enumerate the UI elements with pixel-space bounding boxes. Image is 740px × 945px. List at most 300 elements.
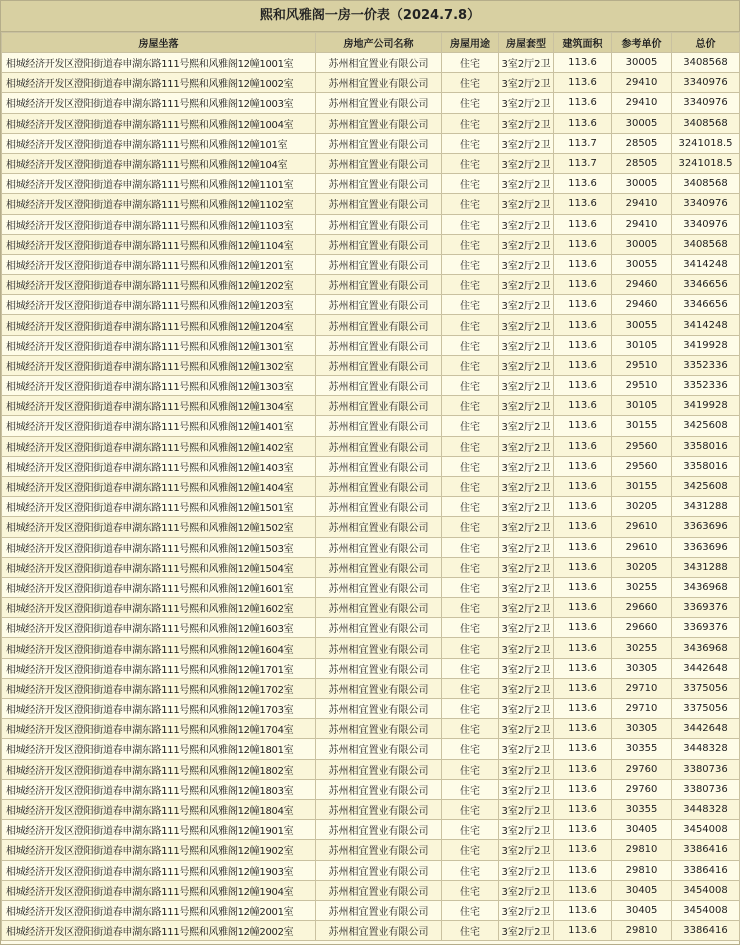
cell-usage: 住宅 xyxy=(442,476,499,496)
table-row xyxy=(2,618,740,638)
cell-unit-price: 29710 xyxy=(612,678,672,698)
cell-location: 相城经济开发区澄阳街道春申湖东路111号熙和风雅阁12幢1502室 xyxy=(2,517,316,537)
cell-unit-price: 30305 xyxy=(612,719,672,739)
cell-total-price: 3419928 xyxy=(672,396,740,416)
cell-area: 113.6 xyxy=(554,456,612,476)
cell-location: 相城经济开发区澄阳街道春申湖东路111号熙和风雅阁12幢1603室 xyxy=(2,618,316,638)
cell-company: 苏州相宜置业有限公司 xyxy=(316,113,442,133)
cell-total-price: 3448328 xyxy=(672,799,740,819)
cell-total-price: 3436968 xyxy=(672,638,740,658)
cell-layout: 3室2厅2卫 xyxy=(499,275,554,295)
cell-area: 113.6 xyxy=(554,860,612,880)
table-row xyxy=(2,416,740,436)
cell-company: 苏州相宜置业有限公司 xyxy=(316,739,442,759)
cell-location: 相城经济开发区澄阳街道春申湖东路111号熙和风雅阁12幢101室 xyxy=(2,133,316,153)
cell-company: 苏州相宜置业有限公司 xyxy=(316,416,442,436)
cell-unit-price: 29460 xyxy=(612,275,672,295)
cell-total-price: 3442648 xyxy=(672,719,740,739)
table-row xyxy=(2,739,740,759)
cell-total-price: 3375056 xyxy=(672,678,740,698)
cell-total-price: 3436968 xyxy=(672,577,740,597)
table-row xyxy=(2,900,740,920)
cell-location: 相城经济开发区澄阳街道春申湖东路111号熙和风雅阁12幢1602室 xyxy=(2,598,316,618)
cell-location: 相城经济开发区澄阳街道春申湖东路111号熙和风雅阁12幢1901室 xyxy=(2,820,316,840)
cell-layout: 3室2厅2卫 xyxy=(499,133,554,153)
cell-usage: 住宅 xyxy=(442,113,499,133)
table-row xyxy=(2,537,740,557)
cell-unit-price: 30105 xyxy=(612,335,672,355)
cell-unit-price: 30405 xyxy=(612,900,672,920)
cell-total-price: 3454008 xyxy=(672,900,740,920)
cell-area: 113.6 xyxy=(554,194,612,214)
cell-usage: 住宅 xyxy=(442,194,499,214)
cell-total-price: 3346656 xyxy=(672,295,740,315)
cell-company: 苏州相宜置业有限公司 xyxy=(316,678,442,698)
cell-total-price: 3358016 xyxy=(672,456,740,476)
cell-unit-price: 29560 xyxy=(612,436,672,456)
cell-area: 113.6 xyxy=(554,638,612,658)
cell-area: 113.6 xyxy=(554,113,612,133)
cell-company: 苏州相宜置业有限公司 xyxy=(316,214,442,234)
cell-unit-price: 29610 xyxy=(612,517,672,537)
table-row xyxy=(2,456,740,476)
cell-location: 相城经济开发区澄阳街道春申湖东路111号熙和风雅阁12幢1202室 xyxy=(2,275,316,295)
table-row xyxy=(2,840,740,860)
cell-company: 苏州相宜置业有限公司 xyxy=(316,194,442,214)
cell-layout: 3室2厅2卫 xyxy=(499,658,554,678)
table-header-row xyxy=(2,33,740,53)
cell-usage: 住宅 xyxy=(442,133,499,153)
cell-total-price: 3346656 xyxy=(672,275,740,295)
cell-usage: 住宅 xyxy=(442,436,499,456)
table-row xyxy=(2,699,740,719)
cell-usage: 住宅 xyxy=(442,537,499,557)
cell-layout: 3室2厅2卫 xyxy=(499,577,554,597)
cell-company: 苏州相宜置业有限公司 xyxy=(316,174,442,194)
cell-usage: 住宅 xyxy=(442,456,499,476)
table-row xyxy=(2,194,740,214)
cell-company: 苏州相宜置业有限公司 xyxy=(316,53,442,73)
cell-unit-price: 30155 xyxy=(612,416,672,436)
cell-company: 苏州相宜置业有限公司 xyxy=(316,658,442,678)
cell-layout: 3室2厅2卫 xyxy=(499,739,554,759)
cell-area: 113.6 xyxy=(554,900,612,920)
cell-total-price: 3358016 xyxy=(672,436,740,456)
cell-area: 113.6 xyxy=(554,517,612,537)
cell-unit-price: 28505 xyxy=(612,133,672,153)
cell-location: 相城经济开发区澄阳街道春申湖东路111号熙和风雅阁12幢1403室 xyxy=(2,456,316,476)
cell-layout: 3室2厅2卫 xyxy=(499,456,554,476)
cell-unit-price: 30205 xyxy=(612,557,672,577)
cell-company: 苏州相宜置业有限公司 xyxy=(316,577,442,597)
cell-total-price: 3408568 xyxy=(672,113,740,133)
cell-usage: 住宅 xyxy=(442,355,499,375)
cell-usage: 住宅 xyxy=(442,719,499,739)
cell-company: 苏州相宜置业有限公司 xyxy=(316,93,442,113)
cell-total-price: 3442648 xyxy=(672,658,740,678)
cell-usage: 住宅 xyxy=(442,254,499,274)
cell-layout: 3室2厅2卫 xyxy=(499,719,554,739)
cell-total-price: 3408568 xyxy=(672,174,740,194)
cell-unit-price: 30405 xyxy=(612,880,672,900)
table-row xyxy=(2,577,740,597)
cell-layout: 3室2厅2卫 xyxy=(499,820,554,840)
cell-location: 相城经济开发区澄阳街道春申湖东路111号熙和风雅阁12幢1904室 xyxy=(2,880,316,900)
cell-total-price: 3386416 xyxy=(672,860,740,880)
cell-unit-price: 30205 xyxy=(612,497,672,517)
table-row xyxy=(2,315,740,335)
cell-usage: 住宅 xyxy=(442,618,499,638)
cell-total-price: 3369376 xyxy=(672,598,740,618)
cell-usage: 住宅 xyxy=(442,497,499,517)
table-row xyxy=(2,355,740,375)
header-unit-price: 参考单价 xyxy=(612,33,672,53)
cell-area: 113.6 xyxy=(554,93,612,113)
cell-unit-price: 30005 xyxy=(612,113,672,133)
cell-layout: 3室2厅2卫 xyxy=(499,174,554,194)
cell-area: 113.6 xyxy=(554,275,612,295)
cell-usage: 住宅 xyxy=(442,739,499,759)
cell-location: 相城经济开发区澄阳街道春申湖东路111号熙和风雅阁12幢1401室 xyxy=(2,416,316,436)
cell-total-price: 3380736 xyxy=(672,779,740,799)
cell-usage: 住宅 xyxy=(442,53,499,73)
cell-usage: 住宅 xyxy=(442,840,499,860)
table-body xyxy=(2,53,740,941)
table-row xyxy=(2,759,740,779)
cell-unit-price: 30005 xyxy=(612,174,672,194)
table-row xyxy=(2,860,740,880)
cell-usage: 住宅 xyxy=(442,880,499,900)
cell-area: 113.6 xyxy=(554,73,612,93)
cell-area: 113.6 xyxy=(554,799,612,819)
cell-total-price: 3363696 xyxy=(672,537,740,557)
cell-unit-price: 29510 xyxy=(612,376,672,396)
cell-layout: 3室2厅2卫 xyxy=(499,53,554,73)
cell-layout: 3室2厅2卫 xyxy=(499,860,554,880)
cell-area: 113.6 xyxy=(554,678,612,698)
cell-usage: 住宅 xyxy=(442,153,499,173)
cell-company: 苏州相宜置业有限公司 xyxy=(316,557,442,577)
cell-location: 相城经济开发区澄阳街道春申湖东路111号熙和风雅阁12幢1702室 xyxy=(2,678,316,698)
cell-usage: 住宅 xyxy=(442,517,499,537)
table-row xyxy=(2,638,740,658)
cell-company: 苏州相宜置业有限公司 xyxy=(316,820,442,840)
cell-location: 相城经济开发区澄阳街道春申湖东路111号熙和风雅阁12幢1004室 xyxy=(2,113,316,133)
cell-company: 苏州相宜置业有限公司 xyxy=(316,598,442,618)
cell-unit-price: 30055 xyxy=(612,315,672,335)
cell-unit-price: 29810 xyxy=(612,921,672,941)
cell-layout: 3室2厅2卫 xyxy=(499,376,554,396)
cell-area: 113.6 xyxy=(554,53,612,73)
cell-usage: 住宅 xyxy=(442,860,499,880)
header-location: 房屋坐落 xyxy=(2,33,316,53)
cell-company: 苏州相宜置业有限公司 xyxy=(316,254,442,274)
cell-layout: 3室2厅2卫 xyxy=(499,618,554,638)
cell-company: 苏州相宜置业有限公司 xyxy=(316,335,442,355)
cell-usage: 住宅 xyxy=(442,678,499,698)
cell-area: 113.6 xyxy=(554,234,612,254)
cell-usage: 住宅 xyxy=(442,779,499,799)
table-row xyxy=(2,598,740,618)
cell-area: 113.6 xyxy=(554,557,612,577)
cell-location: 相城经济开发区澄阳街道春申湖东路111号熙和风雅阁12幢1802室 xyxy=(2,759,316,779)
cell-location: 相城经济开发区澄阳街道春申湖东路111号熙和风雅阁12幢1903室 xyxy=(2,860,316,880)
cell-location: 相城经济开发区澄阳街道春申湖东路111号熙和风雅阁12幢104室 xyxy=(2,153,316,173)
cell-layout: 3室2厅2卫 xyxy=(499,295,554,315)
cell-usage: 住宅 xyxy=(442,598,499,618)
cell-area: 113.6 xyxy=(554,416,612,436)
cell-total-price: 3386416 xyxy=(672,840,740,860)
cell-layout: 3室2厅2卫 xyxy=(499,678,554,698)
table-row xyxy=(2,254,740,274)
cell-layout: 3室2厅2卫 xyxy=(499,93,554,113)
cell-company: 苏州相宜置业有限公司 xyxy=(316,699,442,719)
cell-layout: 3室2厅2卫 xyxy=(499,335,554,355)
cell-usage: 住宅 xyxy=(442,799,499,819)
cell-layout: 3室2厅2卫 xyxy=(499,900,554,920)
cell-total-price: 3241018.5 xyxy=(672,153,740,173)
cell-total-price: 3369376 xyxy=(672,618,740,638)
cell-location: 相城经济开发区澄阳街道春申湖东路111号熙和风雅阁12幢2001室 xyxy=(2,900,316,920)
cell-total-price: 3241018.5 xyxy=(672,133,740,153)
cell-total-price: 3454008 xyxy=(672,880,740,900)
cell-layout: 3室2厅2卫 xyxy=(499,598,554,618)
cell-total-price: 3414248 xyxy=(672,315,740,335)
cell-location: 相城经济开发区澄阳街道春申湖东路111号熙和风雅阁12幢1103室 xyxy=(2,214,316,234)
cell-usage: 住宅 xyxy=(442,295,499,315)
table-row xyxy=(2,557,740,577)
cell-location: 相城经济开发区澄阳街道春申湖东路111号熙和风雅阁12幢1302室 xyxy=(2,355,316,375)
cell-company: 苏州相宜置业有限公司 xyxy=(316,618,442,638)
cell-company: 苏州相宜置业有限公司 xyxy=(316,355,442,375)
cell-area: 113.6 xyxy=(554,699,612,719)
cell-company: 苏州相宜置业有限公司 xyxy=(316,295,442,315)
header-area: 建筑面积 xyxy=(554,33,612,53)
cell-total-price: 3340976 xyxy=(672,194,740,214)
cell-area: 113.6 xyxy=(554,315,612,335)
cell-usage: 住宅 xyxy=(442,335,499,355)
cell-layout: 3室2厅2卫 xyxy=(499,315,554,335)
cell-company: 苏州相宜置业有限公司 xyxy=(316,153,442,173)
cell-layout: 3室2厅2卫 xyxy=(499,880,554,900)
cell-layout: 3室2厅2卫 xyxy=(499,921,554,941)
cell-layout: 3室2厅2卫 xyxy=(499,799,554,819)
cell-total-price: 3431288 xyxy=(672,557,740,577)
cell-total-price: 3414248 xyxy=(672,254,740,274)
cell-company: 苏州相宜置业有限公司 xyxy=(316,638,442,658)
cell-unit-price: 30405 xyxy=(612,820,672,840)
cell-usage: 住宅 xyxy=(442,93,499,113)
cell-company: 苏州相宜置业有限公司 xyxy=(316,537,442,557)
cell-layout: 3室2厅2卫 xyxy=(499,153,554,173)
header-layout: 房屋套型 xyxy=(499,33,554,53)
cell-total-price: 3454008 xyxy=(672,820,740,840)
cell-company: 苏州相宜置业有限公司 xyxy=(316,456,442,476)
cell-layout: 3室2厅2卫 xyxy=(499,254,554,274)
cell-company: 苏州相宜置业有限公司 xyxy=(316,234,442,254)
table-row xyxy=(2,678,740,698)
cell-usage: 住宅 xyxy=(442,396,499,416)
cell-layout: 3室2厅2卫 xyxy=(499,214,554,234)
table-row xyxy=(2,275,740,295)
cell-location: 相城经济开发区澄阳街道春申湖东路111号熙和风雅阁12幢1303室 xyxy=(2,376,316,396)
table-row xyxy=(2,113,740,133)
cell-unit-price: 29660 xyxy=(612,598,672,618)
cell-location: 相城经济开发区澄阳街道春申湖东路111号熙和风雅阁12幢1704室 xyxy=(2,719,316,739)
cell-total-price: 3431288 xyxy=(672,497,740,517)
cell-area: 113.6 xyxy=(554,880,612,900)
cell-usage: 住宅 xyxy=(442,820,499,840)
cell-layout: 3室2厅2卫 xyxy=(499,476,554,496)
cell-area: 113.6 xyxy=(554,476,612,496)
cell-unit-price: 29810 xyxy=(612,840,672,860)
cell-area: 113.6 xyxy=(554,497,612,517)
cell-unit-price: 29510 xyxy=(612,355,672,375)
cell-location: 相城经济开发区澄阳街道春申湖东路111号熙和风雅阁12幢1404室 xyxy=(2,476,316,496)
cell-area: 113.6 xyxy=(554,174,612,194)
cell-layout: 3室2厅2卫 xyxy=(499,416,554,436)
cell-company: 苏州相宜置业有限公司 xyxy=(316,517,442,537)
cell-location: 相城经济开发区澄阳街道春申湖东路111号熙和风雅阁12幢1003室 xyxy=(2,93,316,113)
cell-location: 相城经济开发区澄阳街道春申湖东路111号熙和风雅阁12幢1701室 xyxy=(2,658,316,678)
table-row xyxy=(2,133,740,153)
cell-total-price: 3380736 xyxy=(672,759,740,779)
cell-usage: 住宅 xyxy=(442,759,499,779)
cell-company: 苏州相宜置业有限公司 xyxy=(316,759,442,779)
cell-layout: 3室2厅2卫 xyxy=(499,759,554,779)
table-row xyxy=(2,153,740,173)
cell-location: 相城经济开发区澄阳街道春申湖东路111号熙和风雅阁12幢1002室 xyxy=(2,73,316,93)
cell-usage: 住宅 xyxy=(442,577,499,597)
cell-layout: 3室2厅2卫 xyxy=(499,194,554,214)
cell-location: 相城经济开发区澄阳街道春申湖东路111号熙和风雅阁12幢1501室 xyxy=(2,497,316,517)
cell-unit-price: 29710 xyxy=(612,699,672,719)
cell-usage: 住宅 xyxy=(442,73,499,93)
cell-location: 相城经济开发区澄阳街道春申湖东路111号熙和风雅阁12幢1804室 xyxy=(2,799,316,819)
cell-company: 苏州相宜置业有限公司 xyxy=(316,497,442,517)
cell-unit-price: 30105 xyxy=(612,396,672,416)
cell-location: 相城经济开发区澄阳街道春申湖东路111号熙和风雅阁12幢1803室 xyxy=(2,779,316,799)
cell-company: 苏州相宜置业有限公司 xyxy=(316,900,442,920)
cell-location: 相城经济开发区澄阳街道春申湖东路111号熙和风雅阁12幢1104室 xyxy=(2,234,316,254)
cell-unit-price: 29810 xyxy=(612,860,672,880)
table-row xyxy=(2,73,740,93)
cell-unit-price: 29760 xyxy=(612,779,672,799)
cell-usage: 住宅 xyxy=(442,214,499,234)
cell-area: 113.6 xyxy=(554,214,612,234)
sheet-title: 熙和风雅阁一房一价表（2024.7.8） xyxy=(1,1,739,32)
cell-location: 相城经济开发区澄阳街道春申湖东路111号熙和风雅阁12幢1601室 xyxy=(2,577,316,597)
cell-layout: 3室2厅2卫 xyxy=(499,638,554,658)
header-usage: 房屋用途 xyxy=(442,33,499,53)
cell-company: 苏州相宜置业有限公司 xyxy=(316,436,442,456)
cell-unit-price: 30005 xyxy=(612,53,672,73)
table-row xyxy=(2,376,740,396)
cell-total-price: 3448328 xyxy=(672,739,740,759)
cell-unit-price: 29410 xyxy=(612,194,672,214)
cell-area: 113.6 xyxy=(554,376,612,396)
cell-layout: 3室2厅2卫 xyxy=(499,234,554,254)
cell-layout: 3室2厅2卫 xyxy=(499,73,554,93)
cell-unit-price: 29610 xyxy=(612,537,672,557)
table-row xyxy=(2,517,740,537)
cell-area: 113.6 xyxy=(554,355,612,375)
table-row xyxy=(2,214,740,234)
cell-location: 相城经济开发区澄阳街道春申湖东路111号熙和风雅阁12幢1204室 xyxy=(2,315,316,335)
cell-location: 相城经济开发区澄阳街道春申湖东路111号熙和风雅阁12幢1801室 xyxy=(2,739,316,759)
cell-area: 113.6 xyxy=(554,618,612,638)
cell-layout: 3室2厅2卫 xyxy=(499,537,554,557)
cell-layout: 3室2厅2卫 xyxy=(499,557,554,577)
cell-location: 相城经济开发区澄阳街道春申湖东路111号熙和风雅阁12幢1703室 xyxy=(2,699,316,719)
cell-total-price: 3386416 xyxy=(672,921,740,941)
cell-usage: 住宅 xyxy=(442,376,499,396)
table-row xyxy=(2,335,740,355)
cell-location: 相城经济开发区澄阳街道春申湖东路111号熙和风雅阁12幢1503室 xyxy=(2,537,316,557)
cell-total-price: 3425608 xyxy=(672,476,740,496)
table-row xyxy=(2,93,740,113)
table-row xyxy=(2,396,740,416)
cell-location: 相城经济开发区澄阳街道春申湖东路111号熙和风雅阁12幢2002室 xyxy=(2,921,316,941)
cell-area: 113.6 xyxy=(554,254,612,274)
cell-company: 苏州相宜置业有限公司 xyxy=(316,860,442,880)
price-table xyxy=(1,32,740,941)
cell-total-price: 3408568 xyxy=(672,53,740,73)
cell-location: 相城经济开发区澄阳街道春申湖东路111号熙和风雅阁12幢1101室 xyxy=(2,174,316,194)
cell-area: 113.6 xyxy=(554,719,612,739)
cell-usage: 住宅 xyxy=(442,416,499,436)
table-row xyxy=(2,174,740,194)
table-row xyxy=(2,719,740,739)
cell-area: 113.6 xyxy=(554,436,612,456)
cell-layout: 3室2厅2卫 xyxy=(499,497,554,517)
header-company: 房地产公司名称 xyxy=(316,33,442,53)
cell-company: 苏州相宜置业有限公司 xyxy=(316,840,442,860)
cell-company: 苏州相宜置业有限公司 xyxy=(316,315,442,335)
cell-usage: 住宅 xyxy=(442,921,499,941)
table-row xyxy=(2,497,740,517)
cell-unit-price: 29660 xyxy=(612,618,672,638)
cell-location: 相城经济开发区澄阳街道春申湖东路111号熙和风雅阁12幢1201室 xyxy=(2,254,316,274)
cell-company: 苏州相宜置业有限公司 xyxy=(316,719,442,739)
table-row xyxy=(2,880,740,900)
cell-company: 苏州相宜置业有限公司 xyxy=(316,921,442,941)
cell-area: 113.7 xyxy=(554,153,612,173)
cell-unit-price: 30355 xyxy=(612,799,672,819)
cell-company: 苏州相宜置业有限公司 xyxy=(316,376,442,396)
cell-location: 相城经济开发区澄阳街道春申湖东路111号熙和风雅阁12幢1604室 xyxy=(2,638,316,658)
cell-usage: 住宅 xyxy=(442,699,499,719)
cell-area: 113.6 xyxy=(554,759,612,779)
table-row xyxy=(2,295,740,315)
header-total-price: 总价 xyxy=(672,33,740,53)
cell-total-price: 3352336 xyxy=(672,355,740,375)
cell-layout: 3室2厅2卫 xyxy=(499,355,554,375)
cell-company: 苏州相宜置业有限公司 xyxy=(316,880,442,900)
cell-location: 相城经济开发区澄阳街道春申湖东路111号熙和风雅阁12幢1102室 xyxy=(2,194,316,214)
cell-location: 相城经济开发区澄阳街道春申湖东路111号熙和风雅阁12幢1203室 xyxy=(2,295,316,315)
cell-location: 相城经济开发区澄阳街道春申湖东路111号熙和风雅阁12幢1001室 xyxy=(2,53,316,73)
cell-unit-price: 29410 xyxy=(612,214,672,234)
table-row xyxy=(2,53,740,73)
cell-company: 苏州相宜置业有限公司 xyxy=(316,133,442,153)
cell-unit-price: 30055 xyxy=(612,254,672,274)
cell-unit-price: 30255 xyxy=(612,638,672,658)
cell-unit-price: 30305 xyxy=(612,658,672,678)
cell-area: 113.6 xyxy=(554,335,612,355)
cell-company: 苏州相宜置业有限公司 xyxy=(316,73,442,93)
cell-total-price: 3419928 xyxy=(672,335,740,355)
